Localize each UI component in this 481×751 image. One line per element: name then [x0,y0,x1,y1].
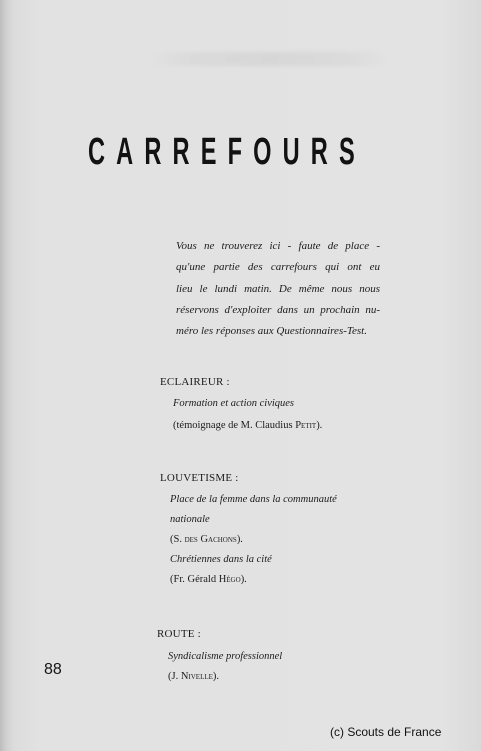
print-bleed-through [150,52,390,66]
topic-syndicalisme: Syndicalisme professionnel [168,651,283,662]
speaker-suffix: ). [212,671,220,682]
topic-place-femme: Place de la femme dans la communauté [170,494,337,505]
speaker-name: S. des Gachons [173,534,237,545]
intro-line: Vous ne trouverez ici - faute de place - [176,240,380,252]
speaker-eclaireur [173,416,322,436]
intro-line: lieu le lundi matin. De même nous nous [176,282,380,295]
topic-chretiennes-cite: Chrétiennes dans la cité [170,554,272,565]
speaker-suffix: ). [316,420,323,431]
speaker-prefix: ( [170,534,174,545]
section-title-route: ROUTE : [157,628,201,640]
speaker-prefix: (Fr. Gérald [170,574,219,585]
topic-formation-civique: Formation et action civiques [173,398,295,409]
speaker-suffix: ). [236,534,243,545]
speaker-route [168,667,219,687]
speaker-prefix: ( [168,671,172,682]
speaker-louvetisme-2 [170,570,247,590]
intro-line: qu'une partie des carrefours qui ont eu [176,261,380,274]
speaker-suffix: ). [240,574,247,585]
speaker-name: Petit [295,420,317,431]
speaker-prefix: (témoignage de M. Claudius [173,420,296,431]
speaker-name: Hégo [218,574,241,585]
intro-paragraph [176,236,380,342]
intro-line: réservons d'exploiter dans un prochain nu- [176,303,380,316]
topic-place-femme-cont: nationale [170,514,210,525]
page-title: CARREFOURS [88,131,366,173]
intro-line: méro les réponses aux Questionnaires-Test. [176,325,367,338]
section-title-louvetisme: LOUVETISME : [160,472,239,484]
copyright-credit: (c) Scouts de France [330,725,442,739]
section-title-eclaireur: ECLAIREUR : [160,376,230,388]
page-number: 88 [44,661,62,678]
speaker-name: J. Nivelle [171,671,213,682]
speaker-louvetisme-1 [170,530,243,550]
